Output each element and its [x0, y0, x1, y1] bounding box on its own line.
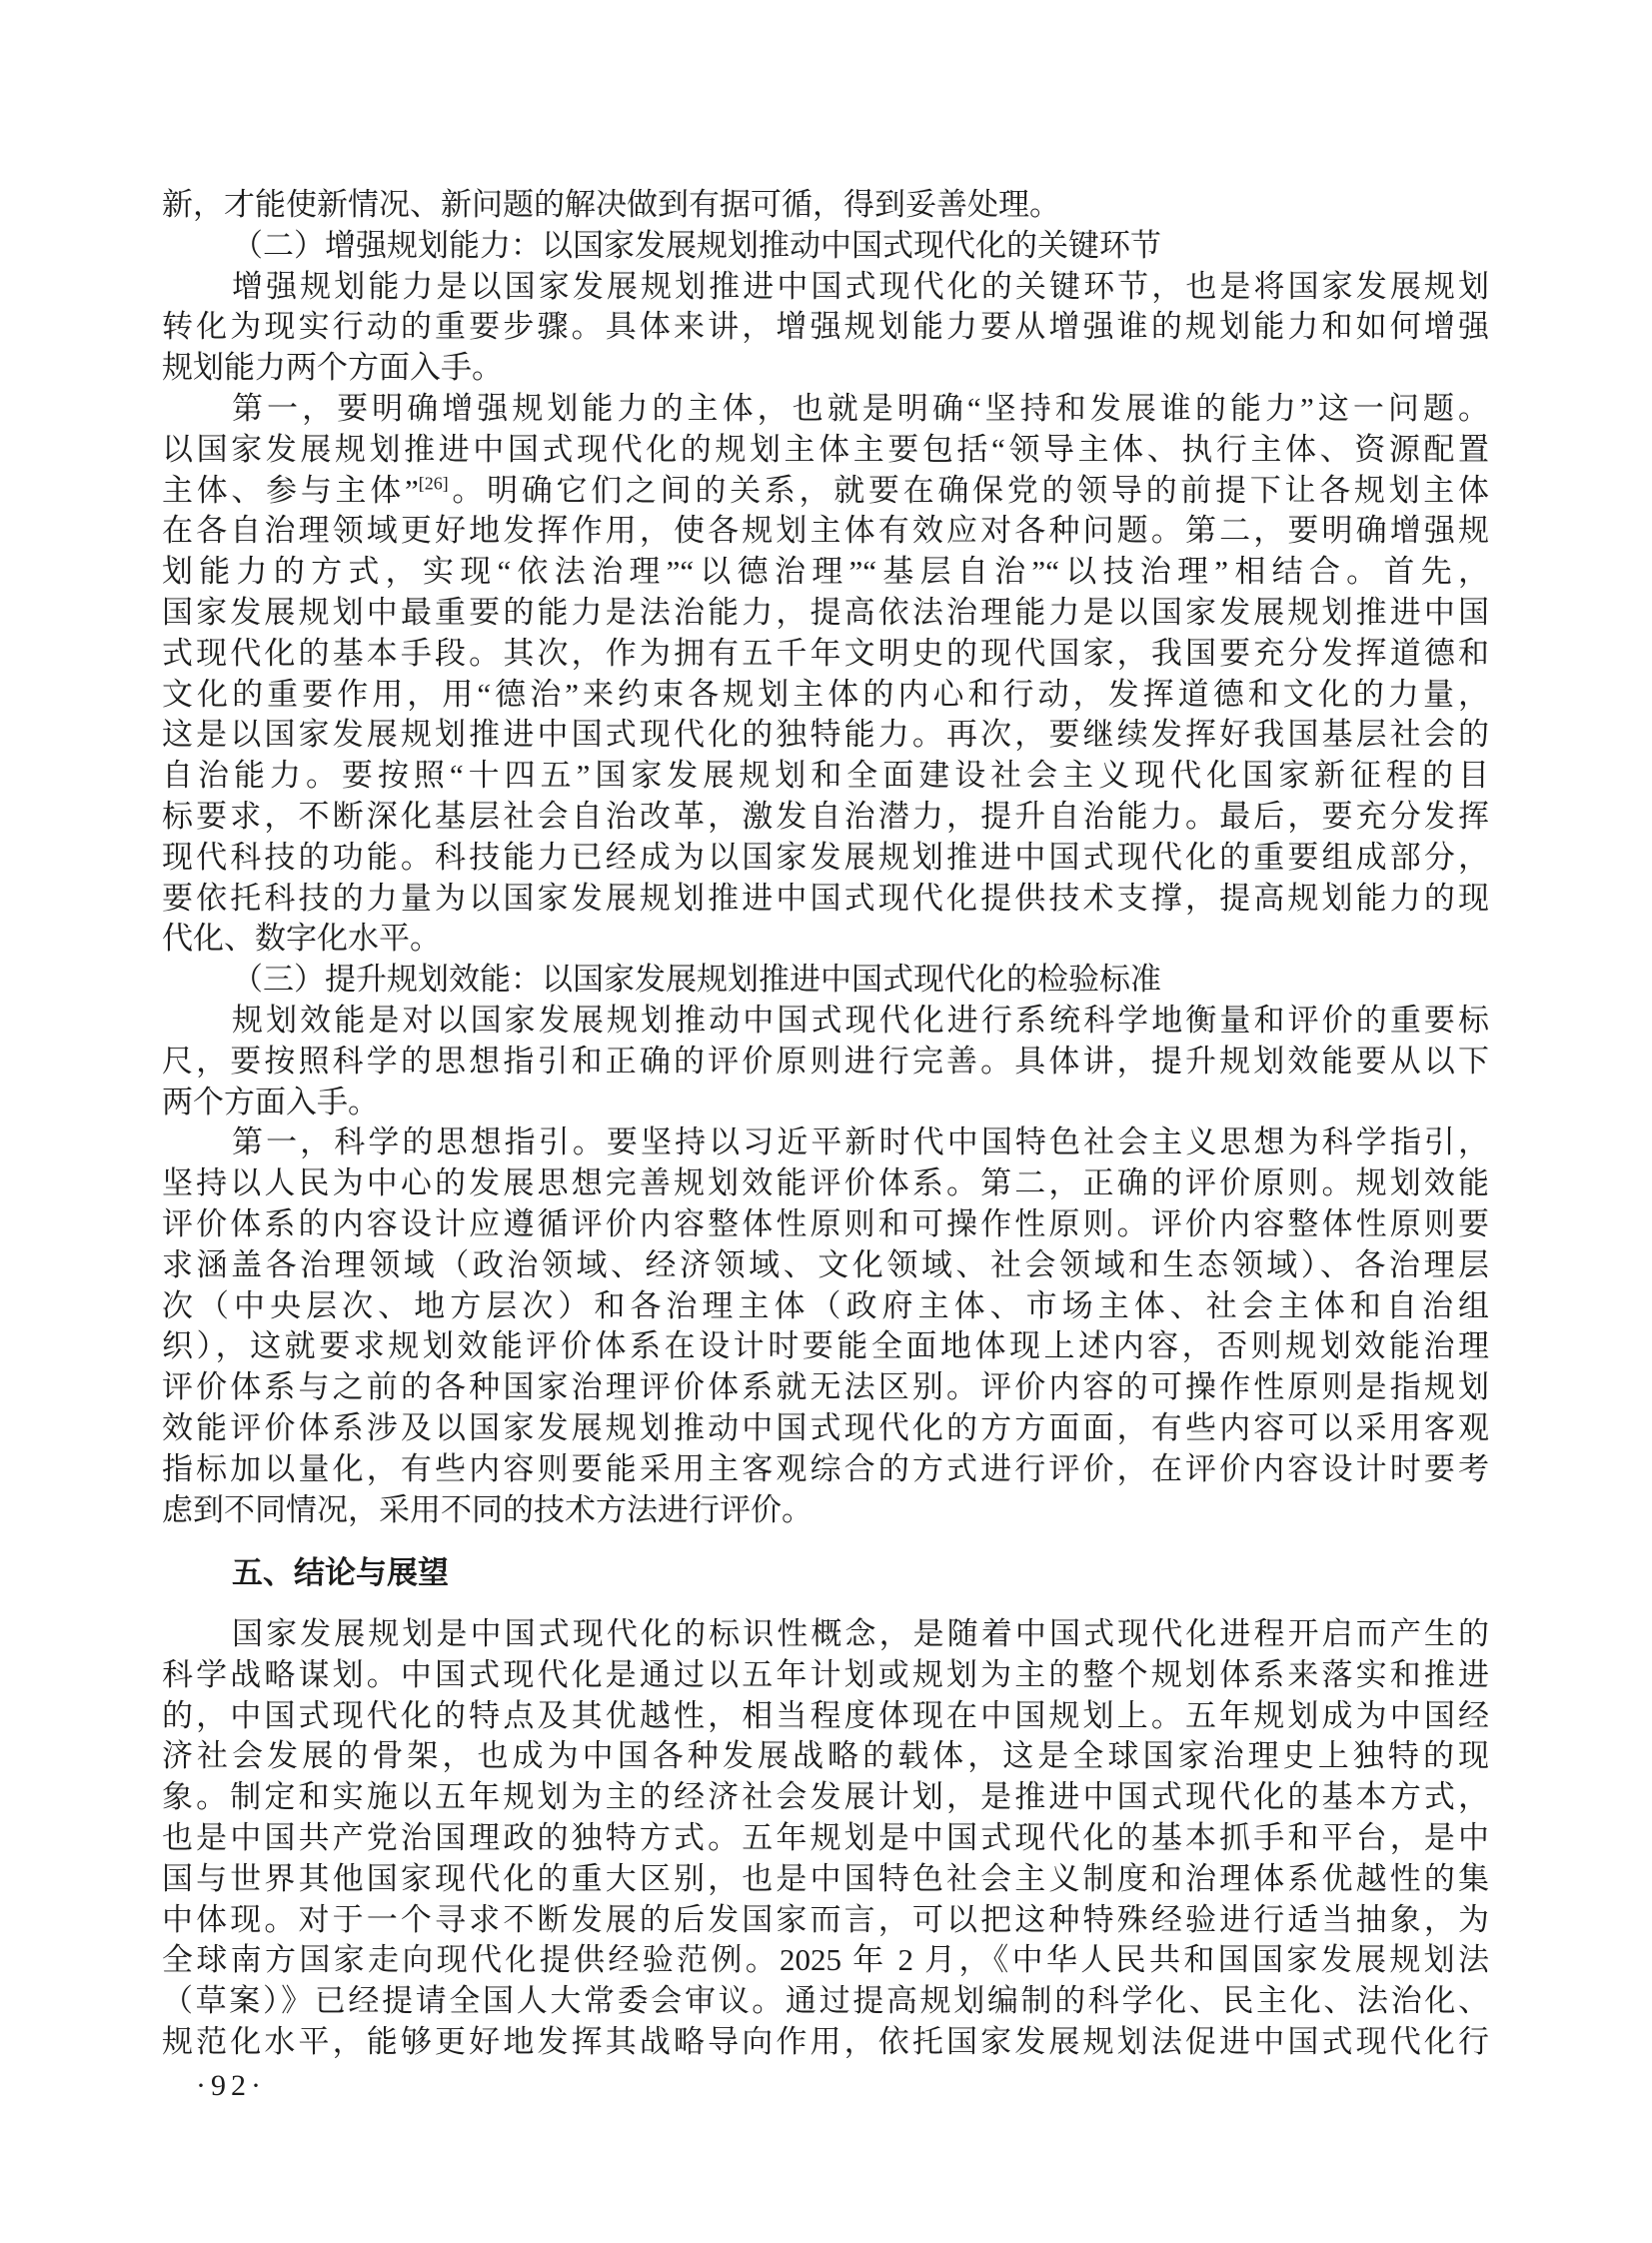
text-line: [162, 471, 1489, 512]
text-line: 尺，要按照科学的思想指引和正确的评价原则进行完善。具体讲，提升规划效能要从以下: [162, 1043, 1489, 1079]
text-line: 虑到不同情况，采用不同的技术方法进行评价。: [162, 1491, 813, 1527]
text-line: 济社会发展的骨架，也成为中国各种发展战略的载体，这是全球国家治理史上独特的现: [162, 1738, 1489, 1774]
text-line: 次（中央层次、地方层次）和各治理主体（政府主体、市场主体、社会主体和自治组: [162, 1287, 1489, 1323]
text-line: 求涵盖各治理领域（政治领域、经济领域、文化领域、社会领域和生态领域）、各治理层: [162, 1246, 1489, 1282]
section-subheading: [162, 960, 1489, 1001]
text-line: 转化为现实行动的重要步骤。具体来讲，增强规划能力要从增强谁的规划能力和如何增强: [162, 309, 1489, 345]
paragraph: [162, 389, 1489, 960]
text-line: 在各自治理领域更好地发挥作用，使各规划主体有效应对各种问题。第二，要明确增强规: [162, 513, 1489, 549]
paragraph: [162, 1001, 1489, 1122]
page-number: ·92·: [196, 2069, 266, 2102]
text-line: 第一，科学的思想指引。要坚持以习近平新时代中国特色社会主义思想为科学指引，: [232, 1124, 1489, 1160]
text-line: 的，中国式现代化的特点及其优越性，相当程度体现在中国规划上。五年规划成为中国经: [162, 1697, 1489, 1733]
text-line: 文化的重要作用，用“德治”来约束各规划主体的内心和行动，发挥道德和文化的力量，: [162, 676, 1489, 712]
text-line: （二）增强规划能力：以国家发展规划推动中国式现代化的关键环节: [232, 227, 1161, 263]
text-line: 评价体系的内容设计应遵循评价内容整体性原则和可操作性原则。评价内容整体性原则要: [162, 1205, 1489, 1241]
text-line: 式现代化的基本手段。其次，作为拥有五千年文明史的现代国家，我国要充分发挥道德和: [162, 635, 1489, 671]
text-line: 国家发展规划是中国式现代化的标识性概念，是随着中国式现代化进程开启而产生的: [232, 1616, 1489, 1652]
text-line: 第一，要明确增强规划能力的主体，也就是明确“坚持和发展谁的能力”这一问题。: [232, 390, 1489, 426]
text-line: 也是中国共产党治国理政的独特方式。五年规划是中国式现代化的基本抓手和平台，是中: [162, 1820, 1489, 1856]
text-line: 织），这就要求规划效能评价体系在设计时要能全面地体现上述内容，否则规划效能治理: [162, 1328, 1489, 1364]
text-line: 以国家发展规划推进中国式现代化的规划主体主要包括“领导主体、执行主体、资源配置: [162, 431, 1489, 467]
paragraph: [162, 185, 1489, 226]
section-subheading: [162, 226, 1489, 267]
text-line: 代化、数字化水平。: [162, 921, 441, 957]
text-line: 科学战略谋划。中国式现代化是通过以五年计划或规划为主的整个规划体系来落实和推进: [162, 1656, 1489, 1692]
text-line: （三）提升规划效能：以国家发展规划推进中国式现代化的检验标准: [232, 962, 1161, 998]
text-line: 现代科技的功能。科技能力已经成为以国家发展规划推进中国式现代化的重要组成部分，: [162, 839, 1489, 875]
text-line: 规划能力两个方面入手。: [162, 350, 503, 386]
text-line: 增强规划能力是以国家发展规划推进中国式现代化的关键环节，也是将国家发展规划: [232, 268, 1489, 304]
text-segment: 主体、参与主体”: [162, 472, 419, 508]
text-segment: 。明确它们之间的关系，就要在确保党的领导的前提下让各规划主体: [448, 472, 1489, 508]
text-line: 国与世界其他国家现代化的重大区别，也是中国特色社会主义制度和治理体系优越性的集: [162, 1860, 1489, 1896]
footnote-reference: [26]: [418, 473, 449, 494]
section-heading: [162, 1553, 1489, 1594]
text-line: 这是以国家发展规划推进中国式现代化的独特能力。再次，要继续发挥好我国基层社会的: [162, 717, 1489, 753]
text-line: 新，才能使新情况、新问题的解决做到有据可循，得到妥善处理。: [162, 187, 1060, 222]
text-line: 要依托科技的力量为以国家发展规划推进中国式现代化提供技术支撑，提高规划能力的现: [162, 880, 1489, 916]
text-line: 中体现。对于一个寻求不断发展的后发国家而言，可以把这种特殊经验进行适当抽象，为: [162, 1901, 1489, 1937]
text-line: 划能力的方式，实现“依法治理”“以德治理”“基层自治”“以技治理”相结合。首先，: [162, 554, 1489, 590]
text-line: 五、结论与展望: [232, 1555, 449, 1591]
text-line: 象。制定和实施以五年规划为主的经济社会发展计划，是推进中国式现代化的基本方式，: [162, 1779, 1489, 1815]
paragraph: [162, 1122, 1489, 1530]
document-body: [162, 185, 1489, 2063]
text-line: 全球南方国家走向现代化提供经验范例。2025 年 2 月，《中华人民共和国国家发展规划法: [162, 1942, 1489, 1978]
text-line: 自治能力。要按照“十四五”国家发展规划和全面建设社会主义现代化国家新征程的目: [162, 758, 1489, 794]
text-line: 规划效能是对以国家发展规划推动中国式现代化进行系统科学地衡量和评价的重要标: [232, 1002, 1489, 1038]
text-line: （草案）》已经提请全国人大常委会审议。通过提高规划编制的科学化、民主化、法治化、: [162, 1983, 1489, 2019]
text-line: 规范化水平，能够更好地发挥其战略导向作用，依托国家发展规划法促进中国式现代化行: [162, 2024, 1489, 2060]
text-line: 标要求，不断深化基层社会自治改革，激发自治潜力，提升自治能力。最后，要充分发挥: [162, 798, 1489, 834]
text-line: 指标加以量化，有些内容则要能采用主客观综合的方式进行评价，在评价内容设计时要考: [162, 1450, 1489, 1486]
paragraph: [162, 1614, 1489, 2063]
text-line: 评价体系与之前的各种国家治理评价体系就无法区别。评价内容的可操作性原则是指规划: [162, 1369, 1489, 1405]
text-line: 国家发展规划中最重要的能力是法治能力，提高依法治理能力是以国家发展规划推进中国: [162, 594, 1489, 630]
text-line: 效能评价体系涉及以国家发展规划推动中国式现代化的方方面面，有些内容可以采用客观: [162, 1409, 1489, 1445]
text-line: 坚持以人民为中心的发展思想完善规划效能评价体系。第二，正确的评价原则。规划效能: [162, 1165, 1489, 1201]
text-line: 两个方面入手。: [162, 1084, 379, 1120]
paragraph: [162, 267, 1489, 389]
